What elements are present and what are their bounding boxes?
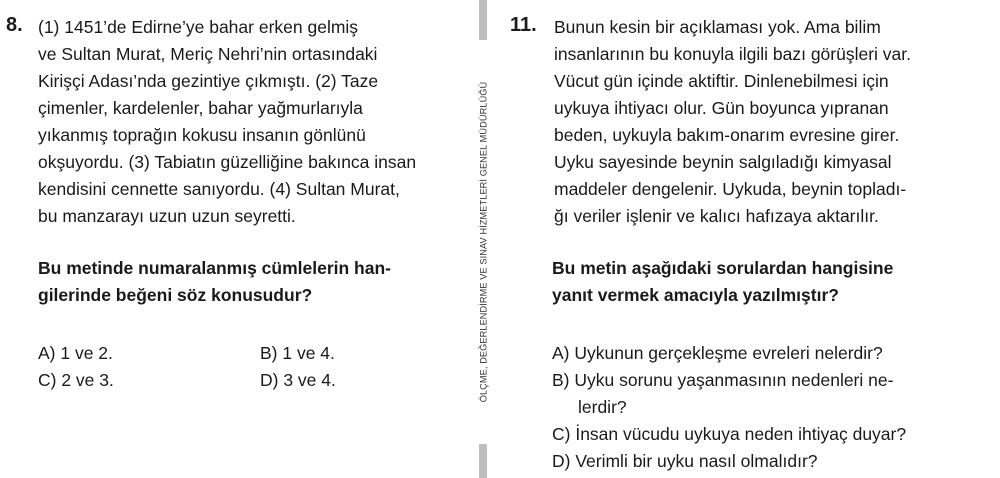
passage-line: Kirişçi Adası’nda gezintiye çıkmıştı. (2) Taze [38,71,379,91]
option-c[interactable]: C) İnsan vücudu uykuya neden ihtiyaç duyar? [552,424,907,444]
options-list [552,340,906,475]
passage-line: ve Sultan Murat, Meriç Nehri’nin ortasındaki [38,44,378,64]
prompt-line: gilerinde beğeni söz konusudur? [38,285,313,305]
question-number: 11. [510,14,537,36]
question-prompt [552,255,893,309]
divider-bar-bottom [479,444,487,478]
option-d[interactable]: D) Verimli bir uyku nasıl olmalıdır? [552,451,818,471]
option-a[interactable]: A) 1 ve 2. [38,343,113,363]
option-b[interactable]: B) 1 ve 4. [260,343,335,363]
question-prompt [38,255,391,309]
passage-line: maddeler dengelenir. Uykuda, beynin topladı- [554,179,907,199]
passage-line: Bunun kesin bir açıklaması yok. Ama bilim [554,17,881,37]
passage-line: yıkanmış toprağın kokusu insanın gönlünü [38,125,366,145]
passage-line: Uyku sayesinde beynin salgıladığı kimyasal [554,152,892,172]
question-number: 8. [6,14,23,36]
prompt-line: Bu metinde numaralanmış cümlelerin han- [38,258,391,278]
passage-line: Vücut gün içinde aktiftir. Dinlenebilmesi için [554,71,889,91]
prompt-line: yanıt vermek amacıyla yazılmıştır? [552,285,839,305]
option-d[interactable]: D) 3 ve 4. [260,370,336,390]
passage-line: (1) 1451’de Edirne’ye bahar erken gelmiş [38,17,359,37]
divider-bar-top [479,0,487,40]
passage-line: çimenler, kardelenler, bahar yağmurlarıyla [38,98,363,118]
option-b[interactable]: B) Uyku sorunu yaşanmasının nedenleri ne- [552,370,894,390]
passage-line: insanlarının bu konuyla ilgili bazı görüşleri var. [554,44,911,64]
passage-line: bu manzarayı uzun uzun seyretti. [38,206,296,226]
passage [554,14,911,230]
option-b-continuation[interactable]: lerdir? [578,397,627,417]
option-a[interactable]: A) Uykunun gerçekleşme evreleri nelerdir? [552,343,883,363]
option-c[interactable]: C) 2 ve 3. [38,370,114,390]
passage-line: kendisini cennette sanıyordu. (4) Sultan Murat, [38,179,400,199]
passage-line: beden, uykuyla bakım-onarım evresine girer. [554,125,900,145]
passage-line: okşuyordu. (3) Tabiatın güzelliğine bakınca insan [38,152,417,172]
passage-line: ğı veriler işlenir ve kalıcı hafızaya aktarılır. [554,206,879,226]
passage [38,14,416,230]
prompt-line: Bu metin aşağıdaki sorulardan hangisine [552,258,894,278]
divider-vertical-text: ÖLÇME, DEĞERLENDİRME VE SINAV HİZMETLERİ GENEL MÜDÜRLÜĞÜ [478,81,489,403]
passage-line: uykuya ihtiyacı olur. Gün boyunca yıpranan [554,98,889,118]
